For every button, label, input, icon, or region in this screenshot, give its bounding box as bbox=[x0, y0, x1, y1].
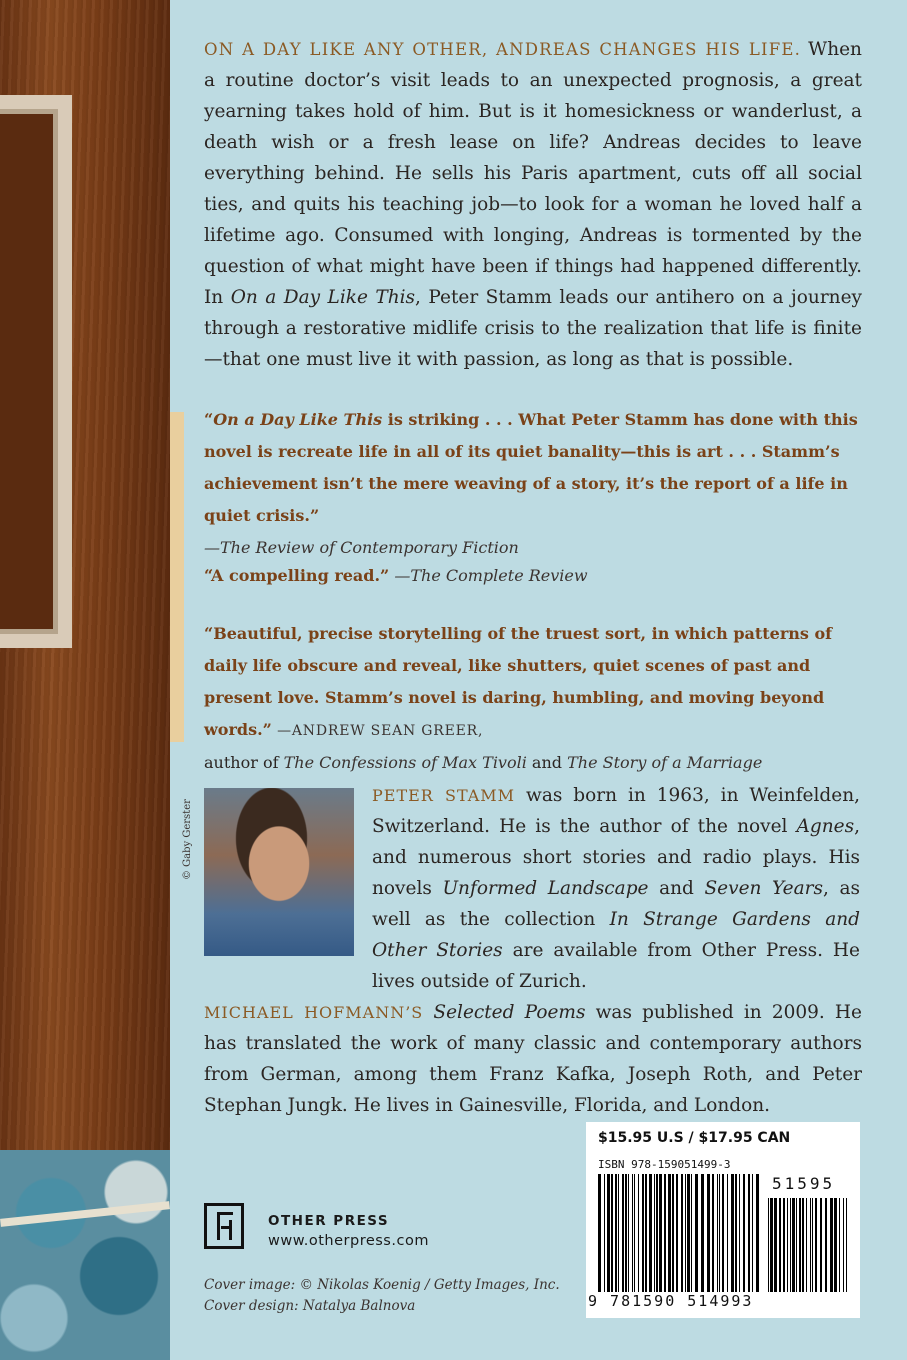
cover-image-credit: Cover image: © Nikolas Koenig / Getty Images, Inc. bbox=[204, 1277, 560, 1293]
barcode-bar bbox=[779, 1198, 781, 1292]
quote-book-2: The Story of a Marriage bbox=[567, 753, 763, 772]
barcode-bar bbox=[825, 1198, 827, 1292]
barcode-bar bbox=[810, 1198, 811, 1292]
quote-text: “A compelling read.” bbox=[204, 566, 390, 585]
bio-text: and bbox=[648, 878, 705, 899]
review-quote-3 bbox=[204, 618, 864, 779]
barcode-bar bbox=[712, 1174, 714, 1292]
barcode-bar bbox=[607, 1174, 610, 1292]
barcode-bar bbox=[656, 1174, 658, 1292]
translator-book: Selected Poems bbox=[423, 1002, 586, 1023]
quote-book-1: The Confessions of Max Tivoli bbox=[283, 753, 527, 772]
barcode-bar bbox=[722, 1174, 724, 1292]
quote-title: On a Day Like This bbox=[213, 410, 383, 429]
barcode-bar bbox=[846, 1198, 847, 1292]
barcode-bar bbox=[717, 1174, 718, 1292]
description-body-1: When a routine doctor’s visit leads to an unexpected prognosis, a great yearning takes hold of him. But is it homesickness or wanderlust, a death wish or a fresh lease on life? Andreas decides to leave everything behind. He sells his Paris apartment, cuts off all social ties, and quits his teaching job—to look for a woman he loved half a lifetime ago. Consumed with longing, Andreas is tormented by the question of what might have been if things had happened differently. In bbox=[204, 39, 862, 308]
quote-text: is striking . . . What Peter Stamm has done with this novel is recreate life in all of its quiet banality—this is art . . . Stamm’s achievement isn’t the mere weaving of a story, it’s the report of a life in quiet crisis.” bbox=[204, 410, 858, 525]
bio-book: Unformed Landscape bbox=[442, 878, 649, 899]
bio-book: In Strange Gardens and Other Stories bbox=[372, 909, 860, 961]
barcode-bar bbox=[770, 1198, 773, 1292]
barcode-bar bbox=[687, 1174, 690, 1292]
cover-photo-left-strip bbox=[0, 0, 170, 1360]
description-title: On a Day Like This bbox=[230, 287, 416, 308]
barcode-bar bbox=[611, 1174, 613, 1292]
barcode-bar bbox=[748, 1174, 750, 1292]
quote-open-mark: “ bbox=[204, 410, 214, 429]
barcode-bar bbox=[681, 1174, 683, 1292]
barcode-bar bbox=[731, 1174, 734, 1292]
barcode-bar bbox=[668, 1174, 671, 1292]
review-quote-1 bbox=[204, 404, 864, 564]
barcode-bar bbox=[735, 1174, 737, 1292]
barcode-bar bbox=[843, 1198, 844, 1292]
barcode-bar bbox=[645, 1174, 647, 1292]
barcode-bar bbox=[664, 1174, 666, 1292]
picture-frame bbox=[0, 95, 72, 648]
barcode-bar bbox=[806, 1198, 807, 1292]
isbn-text: ISBN 978-159051499-3 bbox=[598, 1158, 731, 1171]
barcode-bar bbox=[707, 1174, 710, 1292]
addon-number: 51595 bbox=[772, 1174, 836, 1193]
barcode-bar bbox=[642, 1174, 644, 1292]
barcode-bar bbox=[654, 1174, 655, 1292]
quote-and: and bbox=[526, 753, 568, 772]
barcode-bar bbox=[638, 1174, 639, 1292]
addon-barcode bbox=[768, 1198, 850, 1292]
ean-number: 9 781590 514993 bbox=[588, 1292, 754, 1310]
bio-book: Agnes bbox=[796, 816, 855, 837]
quote-text: “Beautiful, precise storytelling of the truest sort, in which patterns of daily life obscure and reveal, like shutters, quiet scenes of past and present love. Stamm’s novel is daring, humbling, and moving beyond words.” bbox=[204, 624, 833, 739]
barcode-bar bbox=[834, 1198, 837, 1292]
author-photo bbox=[204, 788, 354, 956]
barcode-bar bbox=[659, 1174, 662, 1292]
bio-text: , and numerous short stories and radio plays. His novels bbox=[372, 816, 860, 899]
fabric-stripe bbox=[0, 1201, 170, 1227]
barcode-bar bbox=[830, 1198, 833, 1292]
barcode-bar bbox=[739, 1174, 740, 1292]
bio-text: are available from Other Press. He lives outside of Zurich. bbox=[372, 940, 860, 992]
description-lead: ON A DAY LIKE ANY OTHER, ANDREAS CHANGES HIS LIFE. bbox=[204, 40, 802, 59]
barcode-bar bbox=[618, 1174, 619, 1292]
description-body-2: , Peter Stamm leads our antihero on a journey through a restorative midlife crisis to the realization that life is finite—that one must live it with passion, as long as that is possible. bbox=[204, 287, 862, 370]
barcode-bar bbox=[743, 1174, 745, 1292]
cover-credits bbox=[204, 1275, 560, 1317]
barcode-bar bbox=[756, 1174, 759, 1292]
barcode-bar bbox=[790, 1198, 791, 1292]
author-name: PETER STAMM bbox=[372, 786, 516, 805]
barcode-bar bbox=[802, 1198, 804, 1292]
price-text: $15.95 U.S / $17.95 CAN bbox=[598, 1130, 791, 1146]
publisher-name: OTHER PRESS bbox=[268, 1213, 390, 1229]
translator-name: MICHAEL HOFMANN’S bbox=[204, 1003, 424, 1022]
bio-book: Seven Years bbox=[704, 878, 823, 899]
other-press-logo-icon bbox=[204, 1203, 244, 1249]
quote-source-name: —ANDREW SEAN GREER, bbox=[271, 723, 484, 739]
barcode-bar bbox=[676, 1174, 678, 1292]
bio-text: , as well as the collection bbox=[372, 878, 860, 930]
barcode-bar bbox=[787, 1198, 788, 1292]
review-quote-2 bbox=[204, 560, 864, 592]
photo-credit: © Gaby Gerster bbox=[182, 799, 193, 880]
barcode-label bbox=[586, 1122, 860, 1318]
barcode-bar bbox=[634, 1174, 635, 1292]
barcode-bar bbox=[628, 1174, 629, 1292]
barcode-bar bbox=[622, 1174, 624, 1292]
translator-text: was published in 2009. He has translated the work of many classic and contemporary authors from German, among them Franz Kafka, Joseph Roth, and Peter Stephan Jungk. He lives in Gainesville, Florida, and London. bbox=[204, 1002, 862, 1116]
barcode-bar bbox=[615, 1174, 617, 1292]
barcode-bar bbox=[752, 1174, 753, 1292]
quote-source: —The Review of Contemporary Fiction bbox=[204, 538, 519, 557]
barcode-bar bbox=[727, 1174, 728, 1292]
quote-source: —The Complete Review bbox=[389, 566, 588, 585]
barcode-bar bbox=[625, 1174, 627, 1292]
barcode-bar bbox=[768, 1198, 769, 1292]
barcode-bar bbox=[774, 1198, 777, 1292]
author-bio bbox=[372, 780, 860, 997]
barcode-bar bbox=[691, 1174, 692, 1292]
barcode-bar bbox=[839, 1198, 840, 1292]
barcode-bar bbox=[796, 1198, 797, 1292]
barcode-bar bbox=[649, 1174, 652, 1292]
cover-design-credit: Cover design: Natalya Balnova bbox=[204, 1298, 416, 1314]
upholstery-pattern bbox=[0, 1150, 170, 1360]
barcode-bar bbox=[792, 1198, 795, 1292]
barcode-bar bbox=[719, 1174, 720, 1292]
barcode-bar bbox=[815, 1198, 817, 1292]
translator-bio bbox=[204, 997, 862, 1121]
back-cover-content bbox=[170, 0, 907, 1360]
barcode-bar bbox=[799, 1198, 801, 1292]
quote-source-pre: author of bbox=[204, 753, 284, 772]
barcode-bar bbox=[604, 1174, 605, 1292]
barcode-bar bbox=[672, 1174, 674, 1292]
barcode-bar bbox=[632, 1174, 633, 1292]
barcode-bar bbox=[685, 1174, 686, 1292]
book-description bbox=[204, 34, 862, 375]
barcode-bar bbox=[598, 1174, 601, 1292]
barcode-bar bbox=[820, 1198, 822, 1292]
barcode-bar bbox=[812, 1198, 813, 1292]
barcode-bar bbox=[783, 1198, 785, 1292]
bio-text: was born in 1963, in Weinfelden, Switzerland. He is the author of the novel bbox=[372, 785, 861, 837]
publisher-url: www.otherpress.com bbox=[268, 1233, 429, 1249]
ean-barcode bbox=[598, 1174, 760, 1292]
barcode-bar bbox=[695, 1174, 698, 1292]
quotes-accent-bar bbox=[170, 412, 184, 742]
barcode-bar bbox=[701, 1174, 704, 1292]
